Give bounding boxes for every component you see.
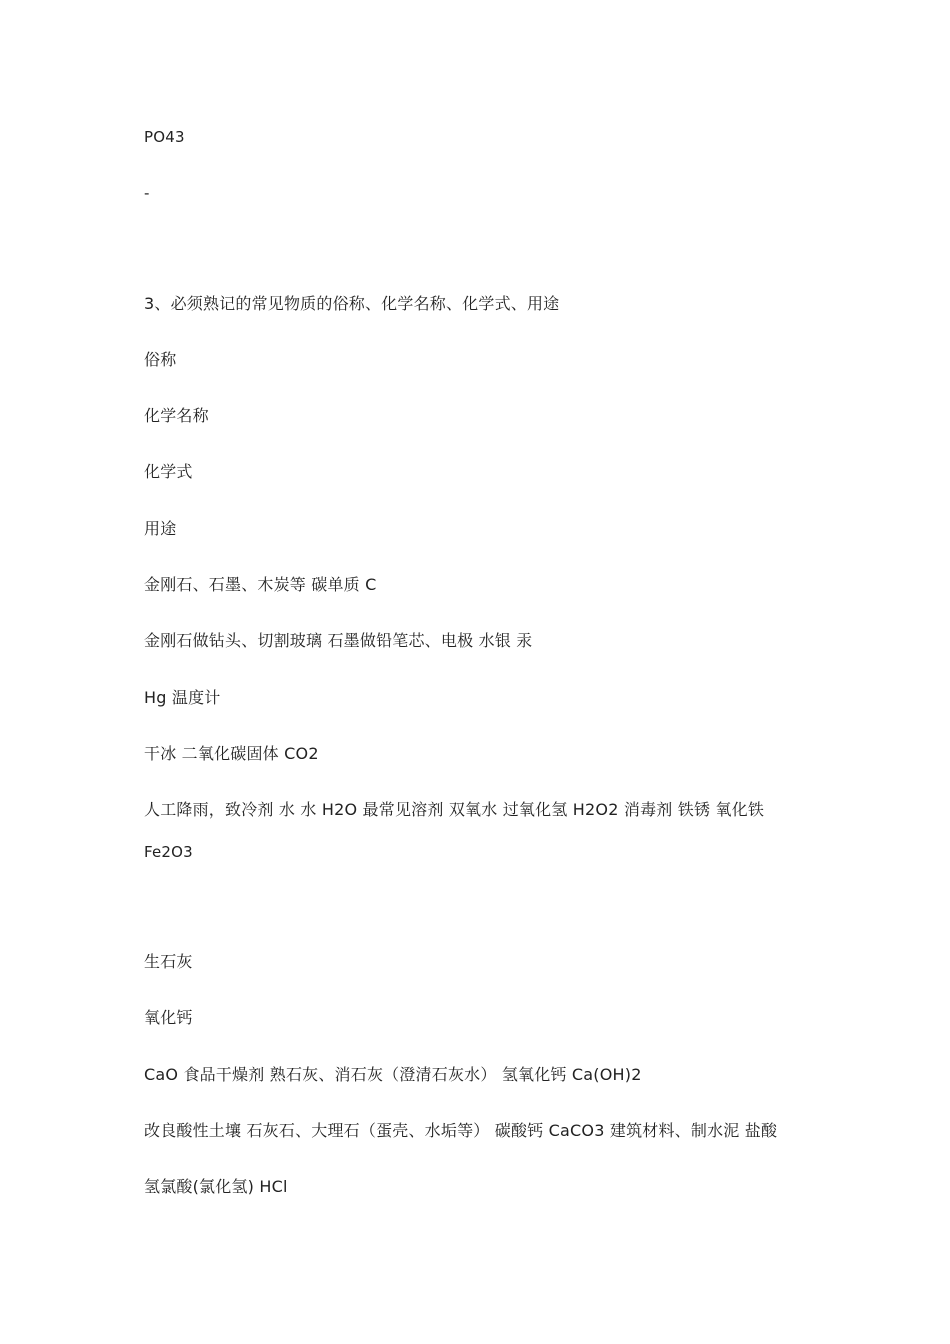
text-line-dry-ice: 干冰 二氧化碳固体 CO2 [144, 744, 319, 763]
text-line-carbon: 金刚石、石墨、木炭等 碳单质 C [144, 575, 377, 594]
text-line-superscript-minus: - [144, 184, 150, 202]
text-line-hcl: 氢氯酸(氯化氢) HCl [144, 1177, 288, 1196]
text-line-carbon-usage: 金刚石做钻头、切割玻璃 石墨做铅笔芯、电极 水银 汞 [144, 631, 533, 650]
text-line-quicklime: 生石灰 [144, 952, 193, 971]
text-line-fe2o3: Fe2O3 [144, 843, 193, 861]
text-line-cao-usage: CaO 食品干燥剂 熟石灰、消石灰（澄清石灰水） 氢氧化钙 Ca(OH)2 [144, 1065, 642, 1084]
text-line-po43: PO43 [144, 128, 185, 146]
column-label-usage: 用途 [144, 519, 177, 538]
column-label-formula: 化学式 [144, 462, 193, 481]
text-line-calcium-oxide: 氧化钙 [144, 1008, 193, 1027]
text-line-mercury: Hg 温度计 [144, 688, 221, 707]
column-label-common-name: 俗称 [144, 350, 177, 369]
text-line-water-peroxide-rust: 人工降雨，致冷剂 水 水 H2O 最常见溶剂 双氧水 过氧化氢 H2O2 消毒剂 铁锈 氧化铁 [144, 800, 765, 819]
section-heading: 3、必须熟记的常见物质的俗称、化学名称、化学式、用途 [144, 294, 560, 313]
text-line-limestone: 改良酸性土壤 石灰石、大理石（蛋壳、水垢等） 碳酸钙 CaCO3 建筑材料、制水泥 盐酸 [144, 1121, 778, 1140]
column-label-chemical-name: 化学名称 [144, 406, 209, 425]
